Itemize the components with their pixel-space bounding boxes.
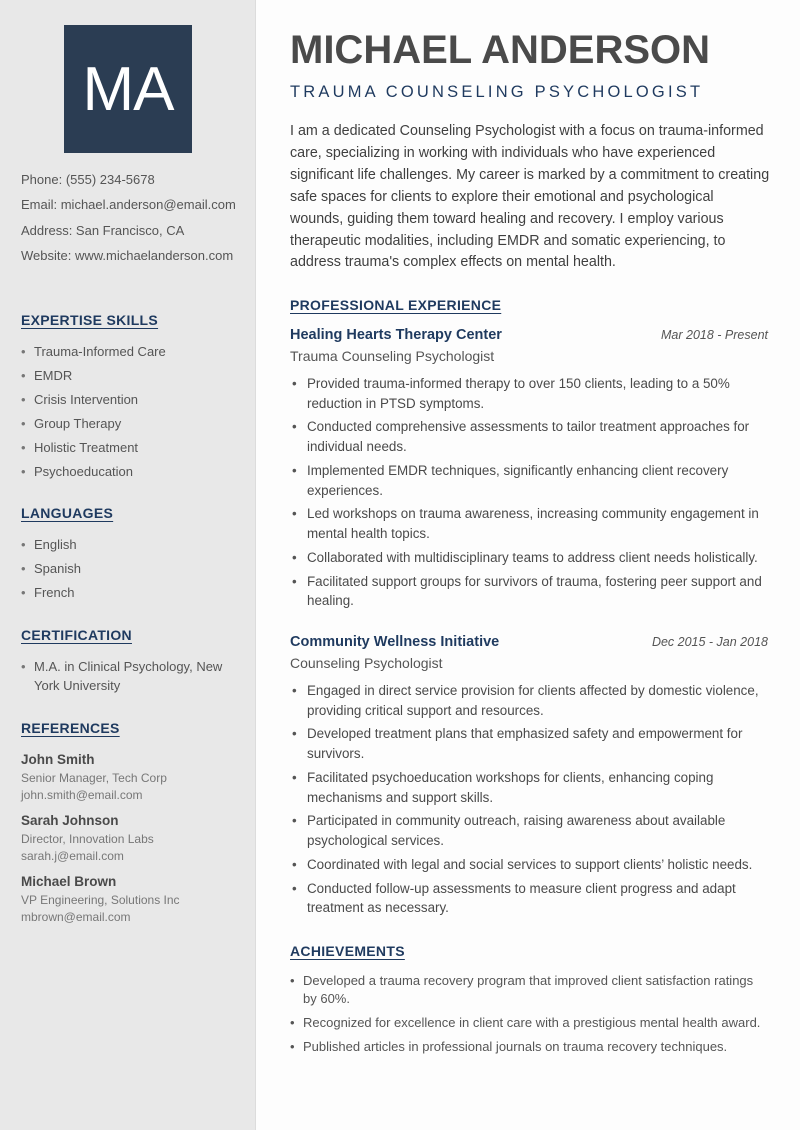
references-section xyxy=(21,720,241,926)
company-name: Healing Hearts Therapy Center xyxy=(290,327,502,343)
list-item: • Developed treatment plans that emphasized safety and empowerment for survivors. xyxy=(290,724,768,763)
list-item: • Spanish xyxy=(21,559,241,578)
list-item: • Facilitated psychoeducation workshops for clients, enhancing coping mechanisms and support skills. xyxy=(290,768,768,807)
languages-section xyxy=(21,505,241,607)
sidebar xyxy=(0,0,256,1130)
contact-address: Address: San Francisco, CA xyxy=(21,222,185,238)
reference-email: mbrown@email.com xyxy=(21,910,131,924)
list-item: • Holistic Treatment xyxy=(21,438,241,457)
reference-title: VP Engineering, Solutions Inc xyxy=(21,893,180,907)
reference-name: Sarah Johnson xyxy=(21,813,119,828)
job-title: TRAUMA COUNSELING PSYCHOLOGIST xyxy=(290,83,704,101)
reference-name: Michael Brown xyxy=(21,874,117,889)
list-item: • EMDR xyxy=(21,366,241,385)
job-dates: Dec 2015 - Jan 2018 xyxy=(651,635,768,649)
company-name: Community Wellness Initiative xyxy=(290,634,500,650)
experience-section xyxy=(290,297,768,615)
section-heading: LANGUAGES xyxy=(21,505,114,521)
certification-section xyxy=(21,627,241,700)
list-item: • Psychoeducation xyxy=(21,462,241,481)
section-heading: ACHIEVEMENTS xyxy=(290,943,405,959)
list-item: • Coordinated with legal and social services to support clients’ holistic needs. xyxy=(290,855,768,875)
reference-name: John Smith xyxy=(21,752,95,767)
job-role: Counseling Psychologist xyxy=(290,655,443,671)
summary: I am a dedicated Counseling Psychologist with a focus on trauma-informed care, specializing in working with individuals who have experienced significant life challenges. My career is marked by a commitment to creating safe spaces for clients to explore their emotional and psychological wounds, guiding them toward healing and recovery. I employ various therapeutic modalities, including EMDR and somatic experiencing, to address trauma's complex effects on mental health. xyxy=(290,123,770,271)
list-item: • Crisis Intervention xyxy=(21,390,241,409)
job-dates: Mar 2018 - Present xyxy=(661,328,768,342)
list-item: • Facilitated support groups for survivors of trauma, fostering peer support and healing. xyxy=(290,572,768,611)
achievements-section xyxy=(290,943,768,1062)
list-item: • Group Therapy xyxy=(21,414,241,433)
reference xyxy=(21,872,241,926)
reference-email: sarah.j@email.com xyxy=(21,849,124,863)
reference xyxy=(21,750,241,804)
section-heading: REFERENCES xyxy=(21,720,120,736)
list-item: • Published articles in professional journals on trauma recovery techniques. xyxy=(290,1038,768,1056)
section-heading: PROFESSIONAL EXPERIENCE xyxy=(290,297,502,313)
section-heading: EXPERTISE SKILLS xyxy=(21,312,159,328)
reference-email: john.smith@email.com xyxy=(21,788,143,802)
contact-website: Website: www.michaelanderson.com xyxy=(21,247,234,263)
list-item: • M.A. in Clinical Psychology, New York University xyxy=(21,657,241,695)
list-item: • Provided trauma-informed therapy to over 150 clients, leading to a 50% reduction in PTSD symptoms. xyxy=(290,374,768,413)
skills-section xyxy=(21,312,241,486)
contact-info xyxy=(21,171,236,272)
list-item: • Participated in community outreach, raising awareness about available psychological services. xyxy=(290,811,768,850)
reference xyxy=(21,811,241,865)
contact-phone: Phone: (555) 234-5678 xyxy=(21,172,155,187)
avatar-initials: MA xyxy=(64,25,192,153)
list-item: • Trauma-Informed Care xyxy=(21,342,241,361)
list-item: • Conducted comprehensive assessments to tailor treatment approaches for individual needs. xyxy=(290,417,768,456)
list-item: • Collaborated with multidisciplinary teams to address client needs holistically. xyxy=(290,548,768,568)
list-item: • Conducted follow-up assessments to measure client progress and adapt treatment as necessary. xyxy=(290,879,768,918)
section-heading: CERTIFICATION xyxy=(21,627,132,643)
list-item: • Implemented EMDR techniques, significantly enhancing client recovery experiences. xyxy=(290,461,768,500)
list-item: • French xyxy=(21,583,241,602)
list-item: • Developed a trauma recovery program that improved client satisfaction ratings by 60%. xyxy=(290,972,768,1008)
job-role: Trauma Counseling Psychologist xyxy=(290,348,495,364)
list-item: • Recognized for excellence in client care with a prestigious mental health award. xyxy=(290,1014,768,1032)
list-item: • Led workshops on trauma awareness, increasing community engagement in mental health topics. xyxy=(290,504,768,543)
reference-title: Director, Innovation Labs xyxy=(21,832,154,846)
job-entry xyxy=(290,327,768,611)
job-entry xyxy=(290,620,768,922)
candidate-name: MICHAEL ANDERSON xyxy=(290,28,711,72)
list-item: • English xyxy=(21,535,241,554)
contact-email: Email: michael.anderson@email.com xyxy=(21,197,236,213)
reference-title: Senior Manager, Tech Corp xyxy=(21,771,167,785)
list-item: • Engaged in direct service provision for clients affected by domestic violence, providing critical support and resources. xyxy=(290,681,768,720)
